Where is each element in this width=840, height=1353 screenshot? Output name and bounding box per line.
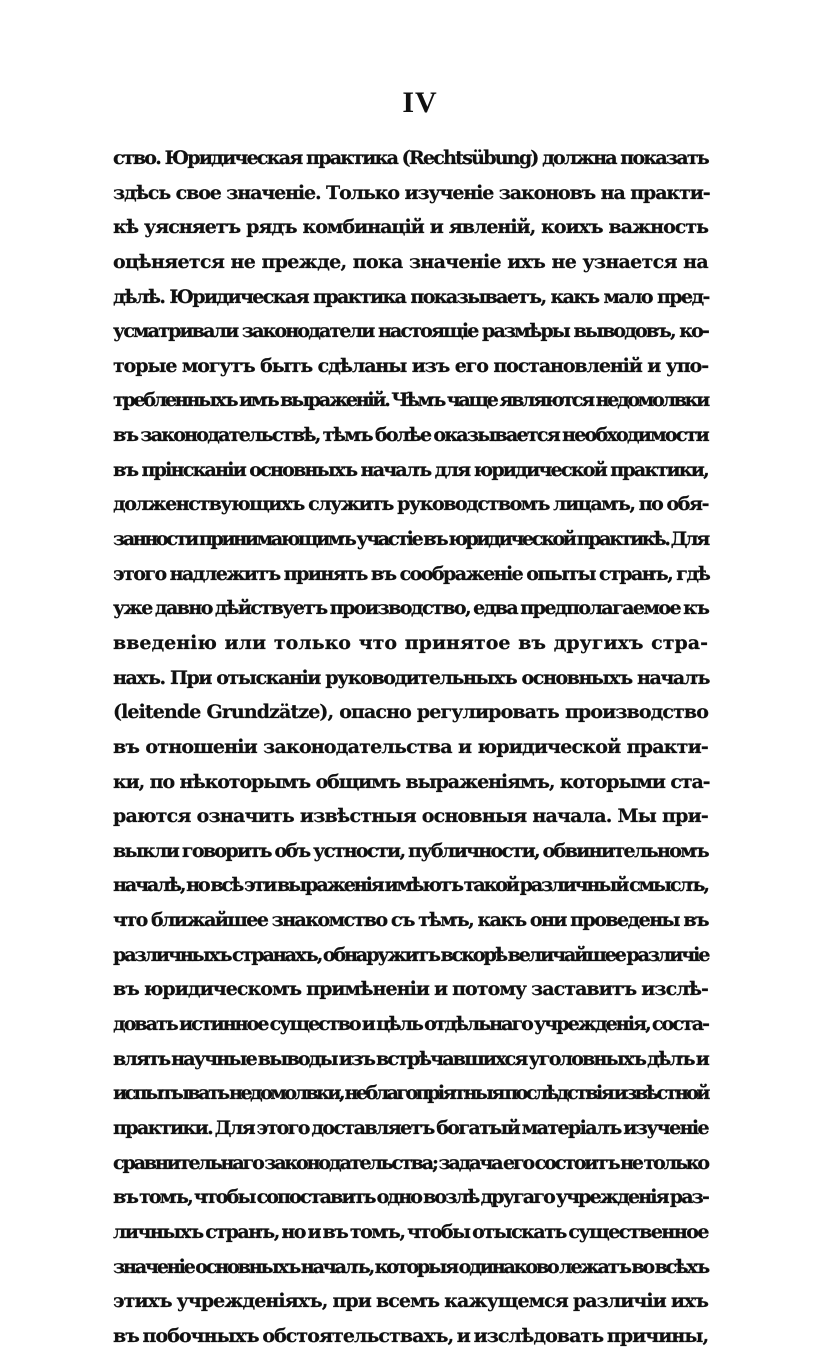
text-line: значеніе основныхъ началъ, которыя одинаково лежатъ во всѣхъ — [113, 1255, 709, 1278]
text-line: дѣлѣ. Юридическая практика показываетъ, какъ мало пред- — [113, 285, 709, 308]
text-line: испытывать недомолвки, неблагопріятныя послѣдствія извѣстной — [113, 1082, 708, 1105]
text-line: практики. Для этого доставляетъ богатый матеріалъ изученіе — [113, 1116, 708, 1139]
text-line: нахъ. При отысканіи руководительныхъ основныхъ началъ — [113, 666, 710, 689]
text-line: введенію или только что принятое въ другихъ стра- — [113, 631, 708, 654]
text-line: раются означить извѣстныя основныя начала. Мы при- — [113, 805, 708, 828]
text-line: въ прінсканіи основныхъ началъ для юридической практики, — [113, 458, 708, 481]
text-line: въ юридическомъ примѣненіи и потому заставитъ изслѣ- — [113, 978, 708, 1001]
text-line: усматривали законодатели настоящіе размѣры выводовъ, ко- — [113, 320, 708, 343]
text-line: ство. Юридическая практика (Rechtsübung) должна показать — [113, 147, 708, 169]
text-line: этого надлежитъ принять въ соображеніе опыты странъ, гдѣ — [113, 562, 710, 585]
text-line: уже давно дѣйствуетъ производство, едва предполагаемое къ — [113, 597, 709, 620]
text-line: различныхъ странахъ, обнаружитъ вскорѣ величайшее различіе — [113, 943, 709, 966]
text-line: кѣ уясняетъ рядъ комбинацій и явленій, коихъ важность — [113, 216, 708, 239]
text-line: что ближайшее знакомство съ тѣмъ, какъ они проведены въ — [113, 909, 708, 932]
text-line: въ побочныхъ обстоятельствахъ, и изслѣдовать причины, — [113, 1324, 709, 1347]
text-line: сравнительнаго законодательства; задача его состоитъ не только — [113, 1151, 708, 1174]
text-line: въ отношеніи законодательства и юридической практи- — [113, 735, 708, 758]
text-line: занности принимающимъ участіе въ юридической практикѣ. Для — [113, 528, 708, 551]
text-line: долженствующихъ служить руководствомъ лицамъ, по обя- — [113, 493, 709, 516]
text-line: началѣ, но всѣ эти выраженія имѣютъ такой различный смыслъ, — [113, 874, 708, 897]
text-line: ки, по нѣкоторымъ общимъ выраженіямъ, которыми ста- — [113, 770, 710, 793]
text-line: личныхъ странъ, но и въ томъ, чтобы отыскать существенное — [113, 1220, 708, 1243]
text-line: въ томъ, чтобы сопоставить одно возлѣ другаго учрежденія раз- — [113, 1186, 708, 1209]
text-line: довать истинное существо и цѣль отдѣльнаго учрежденія, соста- — [113, 1013, 708, 1036]
text-line: оцѣняется не прежде, пока значеніе ихъ не узнается на — [113, 250, 708, 273]
text-line: въ законодательствѣ, тѣмъ болѣе оказывается необходимости — [113, 424, 708, 447]
text-line: требленныхъ имъ выраженій. Чѣмъ чаще являются недомолвки — [113, 389, 708, 412]
text-line: этихъ учрежденіяхъ, при всемъ кажущемся различіи ихъ — [113, 1290, 708, 1313]
text-line: (leitende Grundzätze), опасно регулировать производство — [113, 701, 708, 724]
body-text — [113, 141, 708, 1353]
text-line: выкли говорить объ устности, публичности, обвинительномъ — [113, 839, 708, 862]
text-line: влять научные выводы изъ встрѣчавшихся уголовныхъ дѣлъ и — [113, 1047, 708, 1070]
page-number: IV — [402, 86, 438, 119]
text-line: торые могутъ быть сдѣланы изъ его постановленій и упо- — [113, 354, 708, 377]
text-line: здѣсь свое значеніе. Только изученіе законовъ на практи- — [113, 181, 710, 204]
